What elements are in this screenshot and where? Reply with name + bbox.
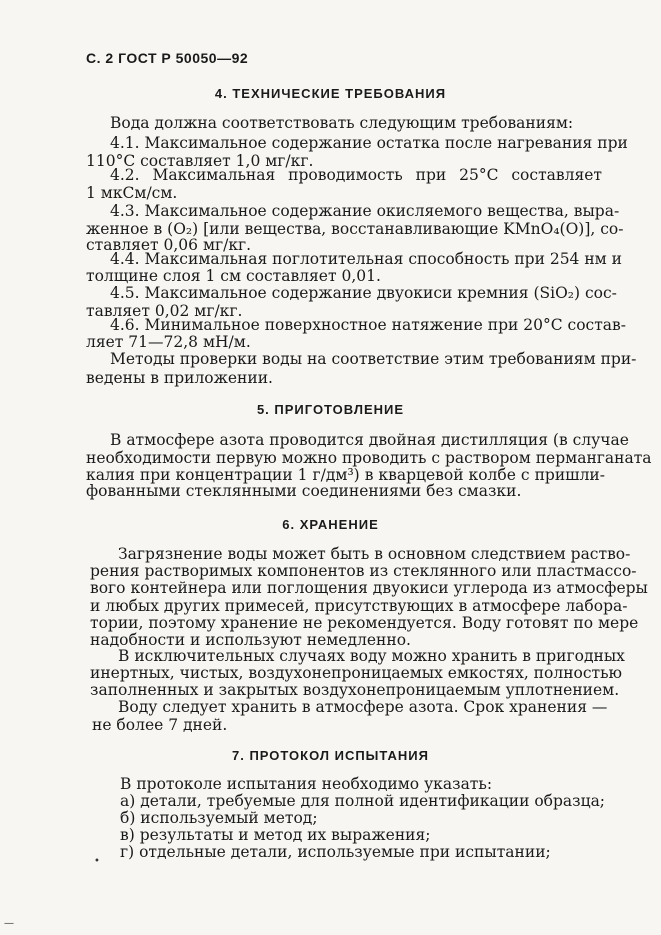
text-line: калия при концентрации 1 г/дм³) в кварцевой колбе с пришли- xyxy=(86,466,605,484)
scan-speck: — xyxy=(4,918,14,929)
text-line: женное в (O₂) [или вещества, восстанавливающие KMnO₄(O)], со- xyxy=(86,220,624,238)
text-line: 4.6. Минимальное поверхностное натяжение при 20°С состав- xyxy=(110,316,626,334)
section-6-title: 6. ХРАНЕНИЕ xyxy=(282,517,379,532)
text-line: надобности и используют немедленно. xyxy=(90,631,411,649)
text-line: 1 мкСм/см. xyxy=(86,184,178,202)
text-line: фованными стеклянными соединениями без смазки. xyxy=(86,482,522,500)
text-line: 4.2. Максимальная проводимость при 25°С составляет xyxy=(110,166,602,184)
text-line: ставляет 0,06 мг/кг. xyxy=(86,236,252,254)
text-line: Методы проверки воды на соответствие этим требованиям при- xyxy=(110,350,637,368)
text-line: Вода должна соответствовать следующим требованиям: xyxy=(110,114,574,132)
text-line: Воду следует хранить в атмосфере азота. Срок хранения — xyxy=(118,698,608,716)
list-item: б) используемый метод; xyxy=(120,809,318,827)
text-line: заполненных и закрытых воздухонепроницаемым уплотнением. xyxy=(90,681,620,699)
text-line: ляет 71—72,8 мН/м. xyxy=(86,333,251,351)
text-line: Загрязнение воды может быть в основном следствием раство- xyxy=(118,545,631,563)
text-line: рения растворимых компонентов из стеклянного или пластмассо- xyxy=(90,562,637,580)
text-line: вого контейнера или поглощения двуокиси углерода из атмосферы xyxy=(90,579,648,597)
text-line: тории, поэтому хранение не рекомендуется. Воду готовят по мере xyxy=(90,614,639,632)
section-5-title: 5. ПРИГОТОВЛЕНИЕ xyxy=(256,402,405,417)
text-line: толщине слоя 1 см составляет 0,01. xyxy=(86,267,381,285)
list-item: г) отдельные детали, используемые при испытании; xyxy=(120,843,551,861)
text-line: необходимости первую можно проводить с раствором перманганата xyxy=(86,449,652,467)
text-line: ведены в приложении. xyxy=(86,369,273,387)
text-line: 4.3. Максимальное содержание окисляемого вещества, выра- xyxy=(110,202,620,220)
text-line: 4.1. Максимальное содержание остатка после нагревания при xyxy=(110,134,628,152)
section-4-title: 4. ТЕХНИЧЕСКИЕ ТРЕБОВАНИЯ xyxy=(214,86,447,101)
text-line: В атмосфере азота проводится двойная дистилляция (в случае xyxy=(110,431,629,449)
section-7-title: 7. ПРОТОКОЛ ИСПЫТАНИЯ xyxy=(232,748,429,763)
text-line: 110°С составляет 1,0 мг/кг. xyxy=(86,152,314,170)
scan-speck: • xyxy=(94,856,100,867)
text-line: не более 7 дней. xyxy=(92,716,228,734)
text-line: инертных, чистых, воздухонепроницаемых емкостях, полностью xyxy=(90,664,623,682)
list-item: в) результаты и метод их выражения; xyxy=(120,826,431,844)
text-line: и любых других примесей, присутствующих в атмосфере лабора- xyxy=(90,597,628,615)
text-line: В исключительных случаях воду можно хранить в пригодных xyxy=(118,647,625,665)
text-line: 4.4. Максимальная поглотительная способность при 254 нм и xyxy=(110,250,622,268)
text-line: тавляет 0,02 мг/кг. xyxy=(86,302,243,320)
page-header: С. 2 ГОСТ Р 50050—92 xyxy=(86,50,249,66)
text-line: 4.5. Максимальное содержание двуокиси кремния (SiO₂) сос- xyxy=(110,284,617,302)
text-line: В протоколе испытания необходимо указать: xyxy=(120,775,493,793)
list-item: а) детали, требуемые для полной идентификации образца; xyxy=(120,792,606,810)
